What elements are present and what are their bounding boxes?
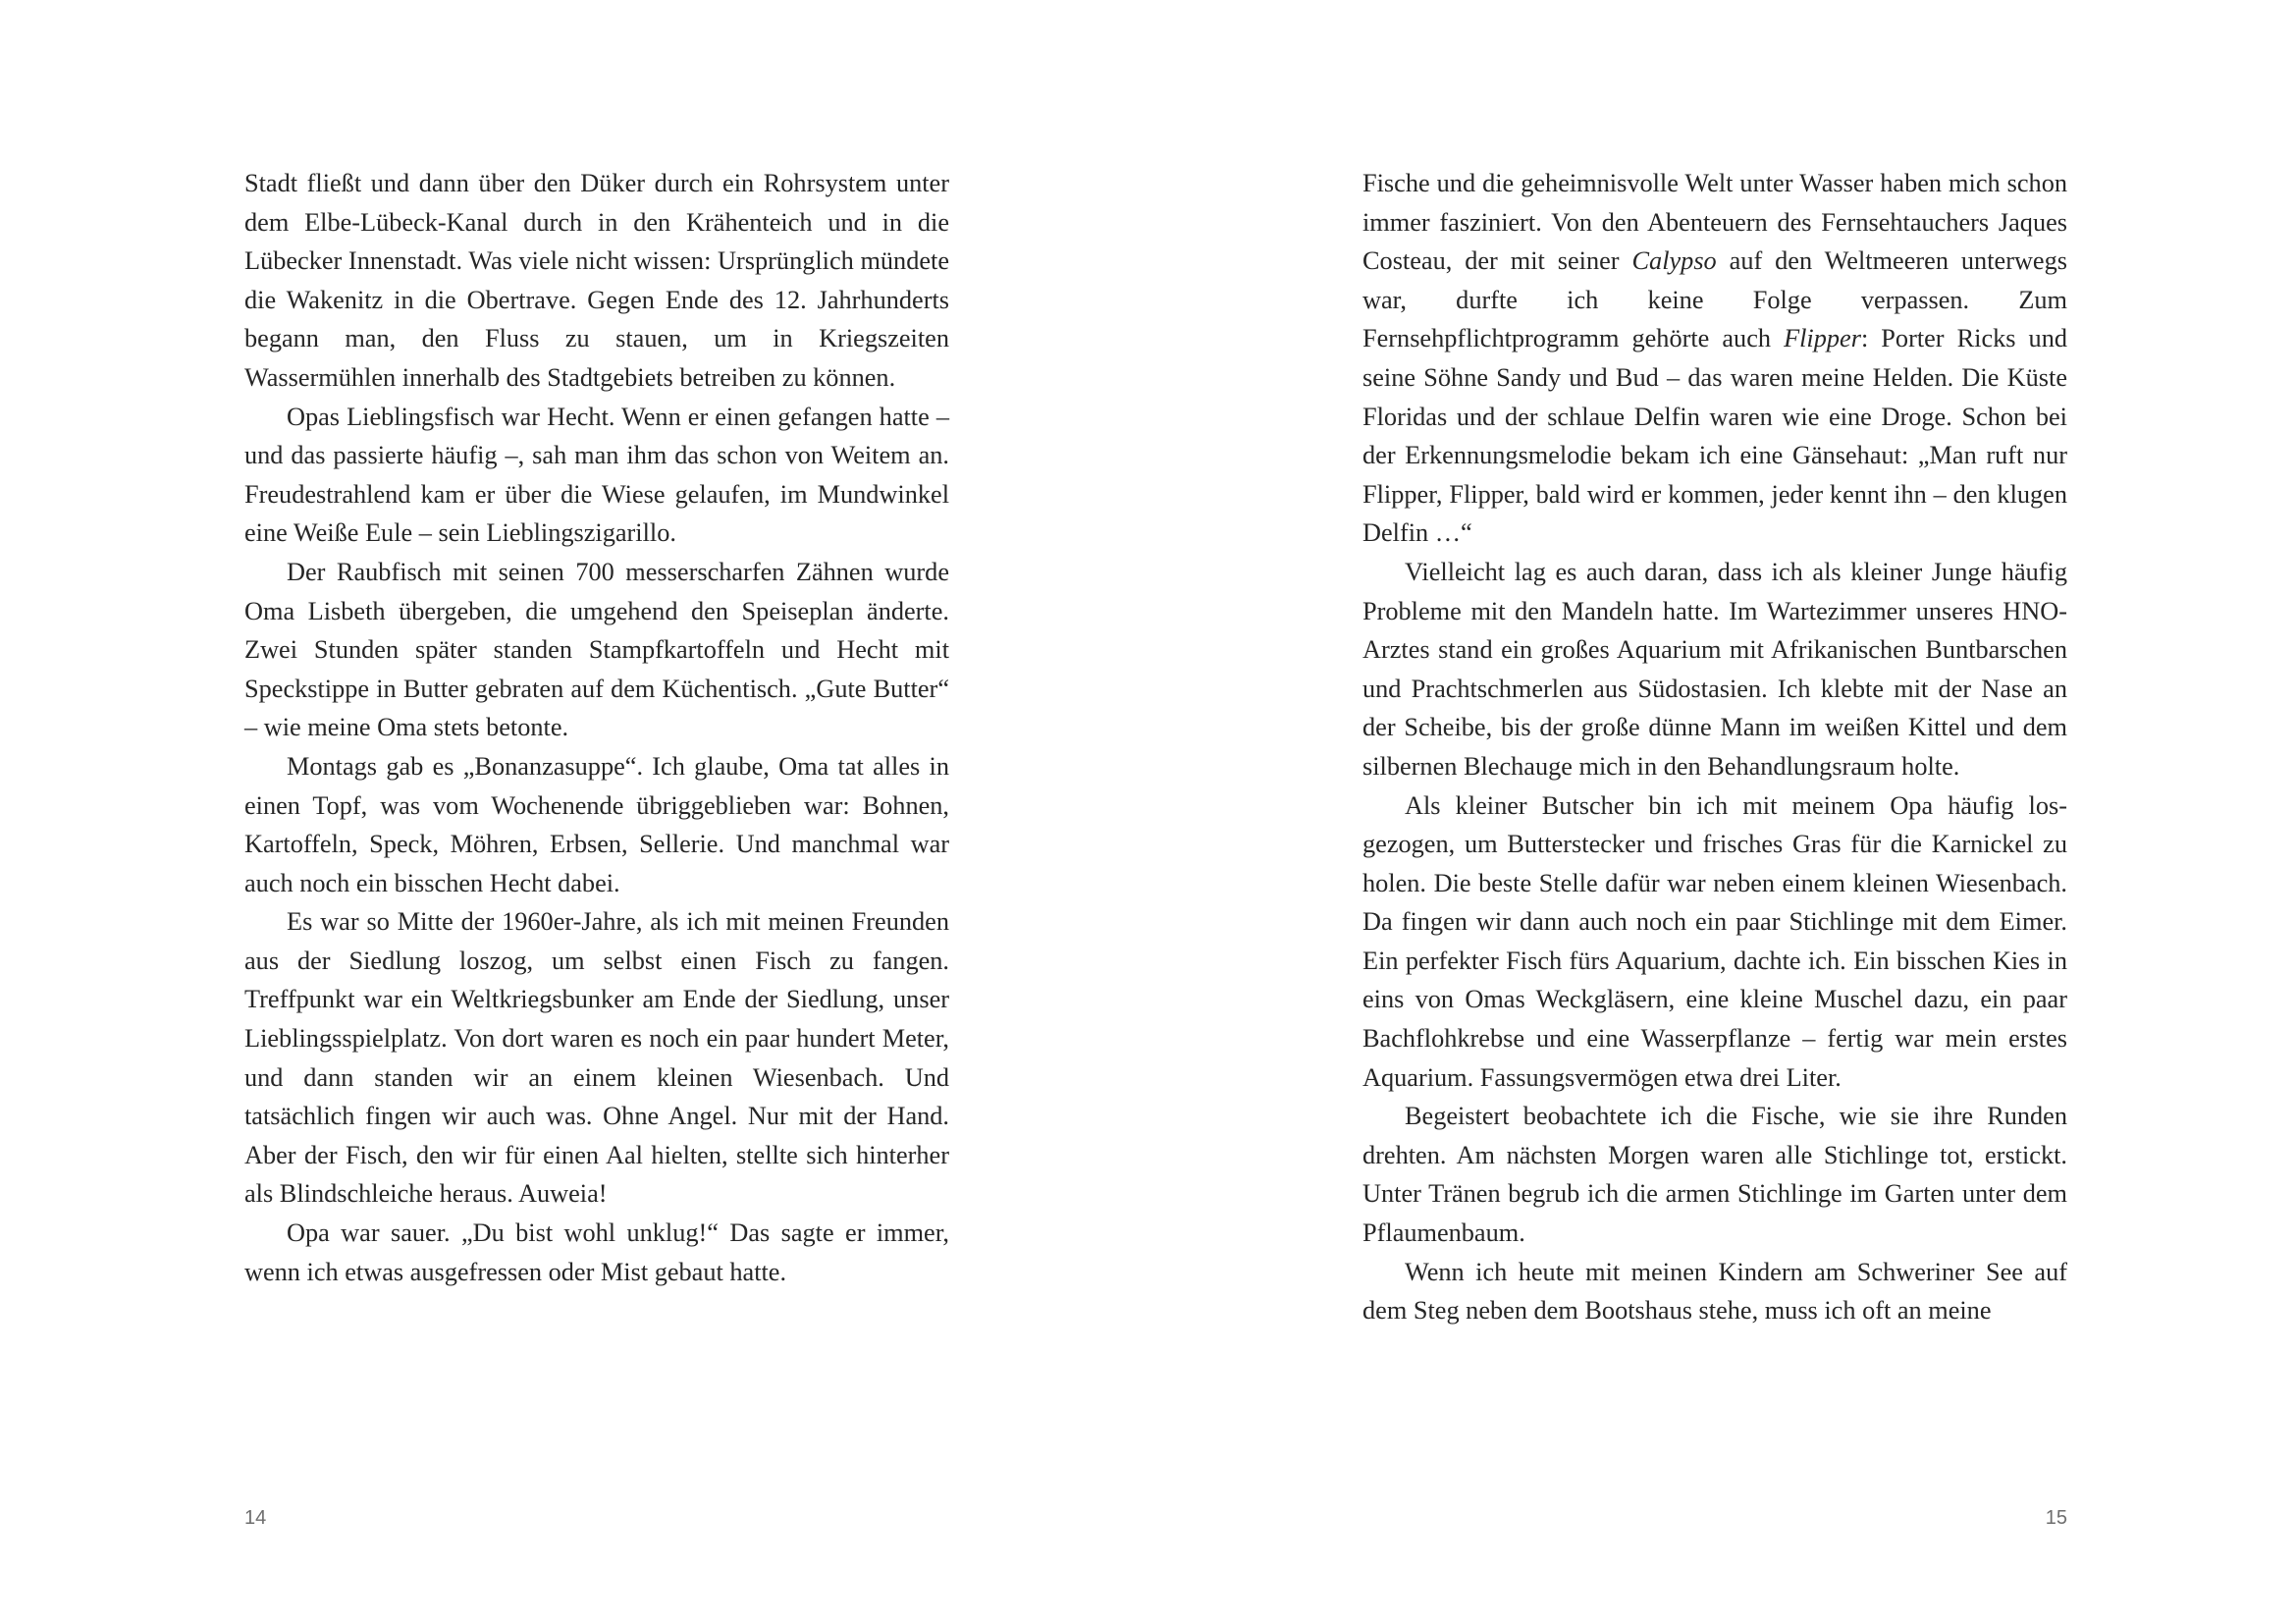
page-number-right: 15 — [2045, 1507, 2067, 1529]
paragraph — [1362, 164, 2067, 553]
paragraph: Vielleicht lag es auch daran, dass ich als kleiner Junge häufig Probleme mit den Mandeln hatte. Im Wartezimmer unseres HNO-Arztes stand ein großes Aquarium mit Afrikanischen Buntbarschen und Prachtschmerlen aus Südostasien. Ich klebte mit der Nase an der Scheibe, bis der große dünne Mann im weißen Kittel und dem silbernen Blechauge mich in den Behandlungsraum holte. — [1362, 557, 2067, 781]
paragraph: Begeistert beobachtete ich die Fische, wie sie ihre Runden drehten. Am nächsten Morgen waren alle Stichlinge tot, erstickt. Unter Tränen begrub ich die armen Stichlinge im Garten unter dem Pflaumenbaum. — [1362, 1102, 2067, 1248]
italic-title-flipper: Flipper — [1784, 324, 1861, 353]
right-page-text — [1362, 164, 2067, 1330]
paragraph: Montags gab es „Bonanzasuppe“. Ich glaube, Oma tat alles in einen Topf, was vom Wochenende übriggeblieben war: Bohnen, Kartoffeln, Speck, Möhren, Erbsen, Sellerie. Und manchmal war auch noch ein bisschen Hecht dabei. — [244, 751, 949, 897]
paragraph: Es war so Mitte der 1960er-Jahre, als ich mit meinen Freunden aus der Siedlung loszog, um selbst einen Fisch zu fangen. Treffpunkt war ein Weltkriegsbunker am Ende der Siedlung, unser Lieblingsspielplatz. Von dort waren es noch ein paar hundert Meter, und dann standen wir an einem kleinen Wiesenbach. Und tatsächlich fingen wir auch was. Ohne Angel. Nur mit der Hand. Aber der Fisch, den wir für einen Aal hielten, stellte sich hinterher als Blindschleiche heraus. Auweia! — [244, 907, 949, 1209]
left-page-text — [244, 164, 949, 1291]
page-number-left: 14 — [244, 1507, 267, 1529]
paragraph: Wenn ich heute mit meinen Kindern am Schweriner See auf dem Steg neben dem Bootshaus stehe, muss ich oft an meine — [1362, 1257, 2067, 1326]
paragraph: Opas Lieblingsfisch war Hecht. Wenn er einen gefangen hatte – und das passierte häufig –, sah man ihm das schon von Weitem an. Freudestrahlend kam er über die Wiese gelaufen, im Mundwinkel eine Weiße Eule – sein Lieblingszigarillo. — [244, 402, 949, 548]
paragraph-text: auf den Weltmeeren unterwegs war, durfte ich keine Folge verpassen. Zum Fernsehpflichtprogramm gehörte auch — [1362, 246, 2067, 353]
paragraph: Als kleiner Butscher bin ich mit meinem Opa häufig losgezogen, um Butterstecker und frisches Gras für die Karnickel zu holen. Die beste Stelle dafür war neben einem kleinen Wiesenbach. Da fingen wir dann auch noch ein paar Stichlinge mit dem Eimer. Ein perfekter Fisch fürs Aquarium, dachte ich. Ein bisschen Kies in eins von Omas Weckgläsern, eine kleine Muschel dazu, ein paar Bachflohkrebse und eine Wasserpflanze – fertig war mein erstes Aquarium. Fassungsvermögen etwa drei Liter. — [1362, 790, 2067, 1092]
paragraph: Stadt fließt und dann über den Düker durch ein Rohrsystem unter dem Elbe-Lübeck-Kanal durch in den Krähenteich und in die Lübecker Innenstadt. Was viele nicht wissen: Ursprünglich mündete die Wakenitz in die Obertrave. Gegen Ende des 12. Jahrhunderts begann man, den Fluss zu stauen, um in Kriegszeiten Wassermühlen innerhalb des Stadtgebiets betreiben zu können. — [244, 169, 949, 392]
italic-title-calypso: Calypso — [1631, 246, 1717, 276]
paragraph: Der Raubfisch mit seinen 700 messerscharfen Zähnen wurde Oma Lisbeth übergeben, die umgehend den Speiseplan änderte. Zwei Stunden später standen Stampfkartoffeln und Hecht mit Speckstippe in Butter gebraten auf dem Küchentisch. „Gute Butter“ – wie meine Oma stets betonte. — [244, 557, 949, 742]
paragraph: Opa war sauer. „Du bist wohl unklug!“ Das sagte er immer, wenn ich etwas ausgefressen oder Mist gebaut hatte. — [244, 1218, 949, 1286]
paragraph-text: Fische und die geheimnisvolle Welt unter Wasser haben mich schon immer fasziniert. Von den Abenteuern des Fernsehtauchers Jaques Costeau, der mit seiner — [1362, 169, 2067, 276]
paragraph-text: : Porter Ricks und seine Söhne Sandy und Bud – das waren meine Helden. Die Küste Floridas und der schlaue Delfin waren wie eine Droge. Schon bei der Erkennungsmelodie bekam ich eine Gänsehaut: „Man ruft nur Flipper, Flipper, bald wird er kommen, jeder kennt ihn – den klugen Delfin …“ — [1362, 324, 2067, 548]
